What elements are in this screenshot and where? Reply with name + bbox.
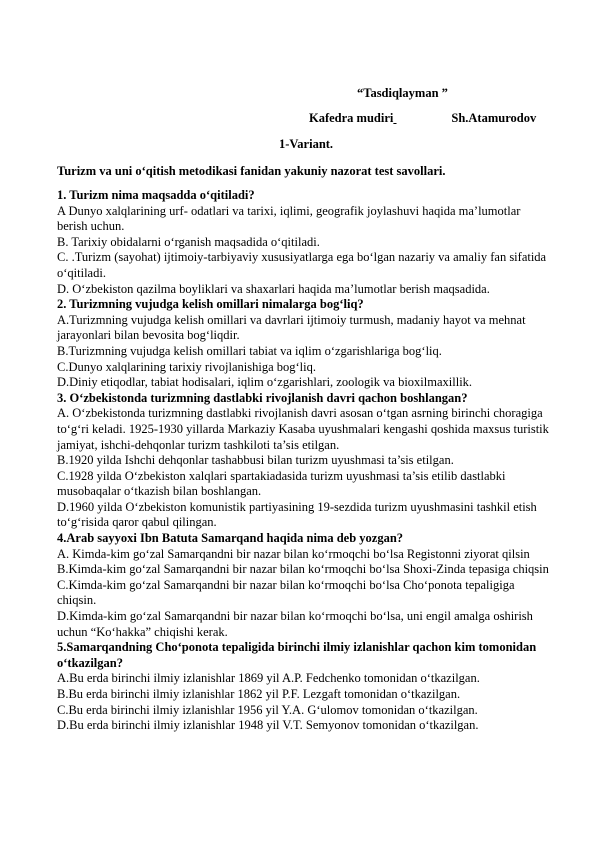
department-head-line xyxy=(309,111,536,127)
answer-option: B.Turizmning vujudga kelish omillari tabiat va iqlim o‘zgarishlariga bog‘liq. xyxy=(57,343,442,358)
question-text: 2. Turizmning vujudga kelish omillari nimalarga bog‘liq? xyxy=(57,297,364,312)
answer-option: D.1960 yilda O‘zbekiston komunistik partiyasining 19-sezdida turizm uyushmasini tashkil etish to‘g‘risida qaror qabul qilingan. xyxy=(57,499,537,530)
answer-option: D.Diniy etiqodlar, tabiat hodisalari, iqlim o‘zgarishlari, zoologik va bioxilmaxillik. xyxy=(57,375,473,390)
questions-list xyxy=(57,188,553,734)
question-block xyxy=(57,640,553,734)
variant-label: 1-Variant. xyxy=(279,137,334,151)
answer-option: A.Turizmning vujudga kelish omillari va davrlari ijtimoiy turmush, madaniy hayot va mehnat jarayonlari bilan bevosita bog‘liqdir. xyxy=(57,312,526,343)
department-head-label: Kafedra mudiri xyxy=(309,111,394,125)
document-title: Turizm va uni o‘qitish metodikasi fanidan yakuniy nazorat test savollari. xyxy=(57,164,446,178)
answer-option: C.Bu erda birinchi ilmiy izlanishlar 1956 yil Y.A. G‘ulomov tomonidan o‘tkazilgan. xyxy=(57,702,478,717)
question-text: 1. Turizm nima maqsadda o‘qitiladi? xyxy=(57,188,255,202)
department-head-name: Sh.Atamurodov xyxy=(451,111,537,125)
answer-option: A. Kimda-kim go‘zal Samarqandni bir nazar bilan ko‘rmoqchi bo‘lsa Registonni ziyorat qilsin xyxy=(57,546,530,561)
signature-blank xyxy=(393,111,451,127)
answer-option: A. O‘zbekistonda turizmning dastlabki rivojlanish davri asosan o‘tgan asrning birinchi choragiga to‘g‘ri keladi. 1925-1930 yillarda Markaziy Kasaba uyushmalari kengashi qoshida maxsus turistik jamiyat, ishchi-dehqonlar turizm tashkiloti ta’sis etilgan. xyxy=(57,406,549,452)
answer-option: A.Bu erda birinchi ilmiy izlanishlar 1869 yil A.P. Fedchenko tomonidan o‘tkazilgan. xyxy=(57,671,480,686)
question-block xyxy=(57,531,553,640)
answer-option: B.Bu erda birinchi ilmiy izlanishlar 1862 yil P.F. Lezgaft tomonidan o‘tkazilgan. xyxy=(57,687,461,701)
question-text: 3. O‘zbekistonda turizmning dastlabki rivojlanish davri qachon boshlangan? xyxy=(57,390,468,405)
answer-option: C. .Turizm (sayohat) ijtimoiy-tarbiyaviy xususiyatlarga ega bo‘lgan nazariy va amaliy fan sifatida o‘qitiladi. xyxy=(57,250,547,280)
answer-option: C.Dunyo xalqlarining tarixiy rivojlanishiga bog‘liq. xyxy=(57,359,316,374)
answer-option: C.Kimda-kim go‘zal Samarqandni bir nazar bilan ko‘rmoqchi bo‘lsa Cho‘ponota tepaligiga chiqsin. xyxy=(57,577,515,608)
question-text: 4.Arab sayyoxi Ibn Batuta Samarqand haqida nima deb yozgan? xyxy=(57,531,404,546)
answer-option: B.1920 yilda Ishchi dehqonlar tashabbusi bilan turizm uyushmasi ta’sis etilgan. xyxy=(57,453,454,468)
answer-option: D.Bu erda birinchi ilmiy izlanishlar 1948 yil V.T. Semyonov tomonidan o‘tkazilgan. xyxy=(57,718,479,733)
answer-option: A Dunyo xalqlarining urf- odatlari va tarixi, iqlimi, geografik joylashuvi haqida ma’lumotlar berish uchun. xyxy=(57,203,521,234)
question-block xyxy=(57,391,553,531)
question-text: 5.Samarqandning Cho‘ponota tepaligida birinchi ilmiy izlanishlar qachon kim tomonidan o‘tkazilgan? xyxy=(57,640,537,670)
question-block xyxy=(57,188,553,297)
answer-option: C.1928 yilda O‘zbekiston xalqlari spartakiadasida turizm uyushmasi ta’sis etilib dastlabki musobaqalar o‘tkazish bilan boshlangan. xyxy=(57,468,506,499)
answer-option: B. Tarixiy obidalarni o‘rganish maqsadida o‘qitiladi. xyxy=(57,234,320,249)
approval-line: “Tasdiqlayman ” xyxy=(357,86,448,100)
answer-option: D.Kimda-kim go‘zal Samarqandni bir nazar bilan ko‘rmoqchi bo‘lsa, uni engil amalga oshirish uchun “Ko‘hakka” chiqishi kerak. xyxy=(57,609,533,639)
answer-option: D. O‘zbekiston qazilma boyliklari va shaxarlari haqida ma’lumotlar berish maqsadida. xyxy=(57,281,490,296)
answer-option: B.Kimda-kim go‘zal Samarqandni bir nazar bilan ko‘rmoqchi bo‘lsa Shoxi-Zinda tepasiga chiqsin xyxy=(57,562,549,577)
question-block xyxy=(57,297,553,391)
